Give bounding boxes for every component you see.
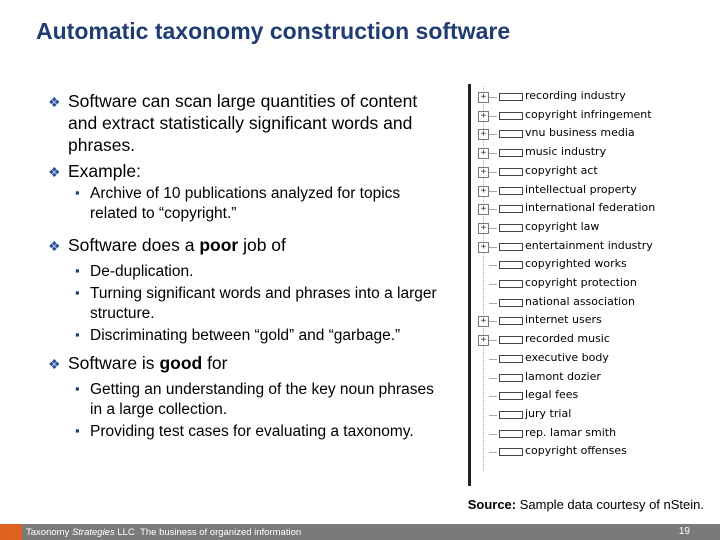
- sub-bullet-text: Discriminating between “gold” and “garbage.”: [90, 327, 401, 344]
- slide-title: Automatic taxonomy construction software: [36, 18, 511, 44]
- tree-node-label: entertainment industry: [525, 238, 653, 252]
- tree-node[interactable]: [475, 369, 711, 387]
- footer-company-italic: Strategies: [71, 527, 115, 538]
- sub-bullet-text: Turning significant words and phrases into a larger structure.: [90, 285, 437, 322]
- sub-bullet-item: [48, 326, 448, 346]
- tree-branch-line: [489, 153, 497, 154]
- tree-node-label: internet users: [525, 313, 602, 327]
- tree-branch-line: [489, 396, 497, 397]
- node-box-icon: [499, 448, 523, 456]
- expand-plus-icon[interactable]: +: [478, 186, 489, 197]
- tree-node-label: copyright offenses: [525, 444, 627, 458]
- tree-node-label: lamont dozier: [525, 369, 601, 383]
- taxonomy-tree-view: [468, 84, 711, 486]
- node-box-icon: [499, 336, 523, 344]
- sub-bullet-item: [48, 380, 448, 420]
- tree-branch-line: [489, 228, 497, 229]
- node-box-icon: [499, 299, 523, 307]
- company-logo: [0, 524, 22, 540]
- tree-branch-line: [489, 359, 497, 360]
- node-box-icon: [499, 317, 523, 325]
- tree-node-label: copyright infringement: [525, 107, 652, 121]
- tree-branch-line: [489, 97, 497, 98]
- diamond-bullet-icon: ❖: [48, 238, 61, 254]
- tree-branch-line: [489, 172, 497, 173]
- source-text: Sample data courtesy of nStein.: [516, 497, 704, 512]
- tree-node[interactable]: [475, 219, 711, 237]
- tree-branch-line: [489, 303, 497, 304]
- square-bullet-icon: ▪: [75, 327, 80, 342]
- tree-node[interactable]: [475, 107, 711, 125]
- tree-node-label: music industry: [525, 145, 607, 159]
- node-box-icon: [499, 411, 523, 419]
- bullet-emphasis: good: [159, 353, 203, 373]
- bullet-item: [48, 234, 448, 346]
- tree-node[interactable]: [475, 443, 711, 461]
- footer-company-suffix: LLC: [114, 527, 135, 538]
- node-box-icon: [499, 374, 523, 382]
- bullet-text-after: for: [202, 353, 228, 373]
- node-box-icon: [499, 261, 523, 269]
- node-box-icon: [499, 355, 523, 363]
- tree-node-label: recording industry: [525, 89, 626, 102]
- sub-bullet-item: [48, 284, 448, 324]
- tree-node[interactable]: [475, 125, 711, 143]
- tree-node[interactable]: [475, 425, 711, 443]
- tree-node[interactable]: [475, 275, 711, 293]
- diamond-bullet-icon: ❖: [48, 356, 61, 372]
- tree-branch-line: [489, 265, 497, 266]
- tree-node[interactable]: [475, 163, 711, 181]
- tree-node-label: copyright protection: [525, 276, 637, 289]
- bullet-emphasis: poor: [199, 235, 239, 255]
- sub-bullet-item: [48, 422, 448, 442]
- square-bullet-icon: ▪: [75, 381, 80, 396]
- bullet-item: [48, 160, 448, 224]
- node-box-icon: [499, 205, 523, 213]
- tree-node-label: executive body: [525, 350, 609, 364]
- bullet-list: [48, 90, 448, 446]
- bullet-text: Example:: [68, 161, 141, 181]
- tree-branch-line: [489, 415, 497, 416]
- node-box-icon: [499, 93, 523, 101]
- sub-bullet-item: [48, 184, 448, 224]
- tree-node[interactable]: [475, 144, 711, 162]
- tree-node-label: jury trial: [525, 406, 572, 420]
- tree-node-label: international federation: [525, 201, 656, 215]
- sub-bullet-text: Getting an understanding of the key noun phrases in a large collection.: [90, 381, 434, 418]
- square-bullet-icon: ▪: [75, 285, 80, 300]
- page-number: 19: [678, 526, 690, 537]
- expand-plus-icon[interactable]: +: [478, 335, 489, 346]
- square-bullet-icon: ▪: [75, 263, 80, 278]
- expand-plus-icon[interactable]: +: [478, 92, 489, 103]
- source-label: Source:: [467, 497, 517, 512]
- sub-bullet-text: De-duplication.: [90, 263, 194, 280]
- tree-node-label: copyright act: [525, 163, 598, 177]
- tree-branch-line: [489, 452, 497, 453]
- tree-node[interactable]: [475, 88, 711, 106]
- tree-node-label: national association: [525, 294, 635, 308]
- tree-node[interactable]: [475, 256, 711, 274]
- tree-branch-line: [489, 209, 497, 210]
- tree-node[interactable]: [475, 350, 711, 368]
- bullet-text-before: Software is: [68, 353, 160, 373]
- bullet-item: [48, 352, 448, 442]
- node-box-icon: [499, 112, 523, 120]
- node-box-icon: [499, 224, 523, 232]
- tree-node[interactable]: [475, 294, 711, 312]
- tree-branch-line: [489, 134, 497, 135]
- tree-node[interactable]: [475, 387, 711, 405]
- tree-node[interactable]: [475, 406, 711, 424]
- tree-node-label: legal fees: [525, 388, 579, 402]
- tree-node[interactable]: [475, 200, 711, 218]
- bullet-text: Software can scan large quantities of content and extract statistically significant words and phrases.: [68, 91, 418, 155]
- square-bullet-icon: ▪: [75, 185, 80, 200]
- expand-plus-icon[interactable]: +: [478, 204, 489, 215]
- sub-bullet-item: [48, 262, 448, 282]
- node-box-icon: [499, 243, 523, 251]
- expand-plus-icon[interactable]: +: [478, 316, 489, 327]
- source-note: [468, 497, 704, 512]
- footer-text: [26, 527, 301, 538]
- bullet-text-after: job of: [238, 235, 286, 255]
- tree-branch-line: [489, 321, 497, 322]
- tree-node[interactable]: [475, 331, 711, 349]
- expand-plus-icon[interactable]: +: [478, 167, 489, 178]
- tree-node-label: vnu business media: [525, 126, 635, 140]
- node-box-icon: [499, 130, 523, 138]
- node-box-icon: [499, 430, 523, 438]
- node-box-icon: [499, 280, 523, 288]
- tree-node-label: copyrighted works: [525, 257, 627, 271]
- tree-node[interactable]: [475, 238, 711, 256]
- sub-bullet-text: Providing test cases for evaluating a taxonomy.: [90, 423, 414, 440]
- tree-node-label: copyright law: [525, 219, 600, 233]
- tree-branch-line: [489, 378, 497, 379]
- tree-node[interactable]: [475, 312, 711, 330]
- tree-branch-line: [489, 116, 497, 117]
- tree-branch-line: [489, 284, 497, 285]
- tree-branch-line: [489, 340, 497, 341]
- bullet-text-before: Software does a: [68, 235, 200, 255]
- expand-plus-icon[interactable]: +: [478, 129, 489, 140]
- footer-tagline: The business of organized information: [140, 527, 302, 538]
- sub-bullet-text: Archive of 10 publications analyzed for topics related to “copyright.”: [90, 185, 401, 222]
- expand-plus-icon[interactable]: +: [478, 242, 489, 253]
- square-bullet-icon: ▪: [75, 423, 80, 438]
- node-box-icon: [499, 187, 523, 195]
- tree-branch-line: [489, 434, 497, 435]
- tree-branch-line: [489, 247, 497, 248]
- expand-plus-icon[interactable]: +: [478, 148, 489, 159]
- tree-node-label: rep. lamar smith: [525, 425, 617, 439]
- expand-plus-icon[interactable]: +: [478, 223, 489, 234]
- diamond-bullet-icon: ❖: [48, 164, 61, 180]
- node-box-icon: [499, 392, 523, 400]
- footer-company-name: Taxonomy: [26, 527, 72, 538]
- bullet-item: [48, 90, 448, 156]
- footer-bar: [0, 524, 720, 540]
- tree-node[interactable]: [475, 182, 711, 200]
- expand-plus-icon[interactable]: +: [478, 111, 489, 122]
- diamond-bullet-icon: ❖: [48, 94, 61, 110]
- node-box-icon: [499, 168, 523, 176]
- tree-branch-line: [489, 191, 497, 192]
- tree-node-label: recorded music: [525, 332, 610, 346]
- node-box-icon: [499, 149, 523, 157]
- tree-node-label: intellectual property: [525, 182, 637, 196]
